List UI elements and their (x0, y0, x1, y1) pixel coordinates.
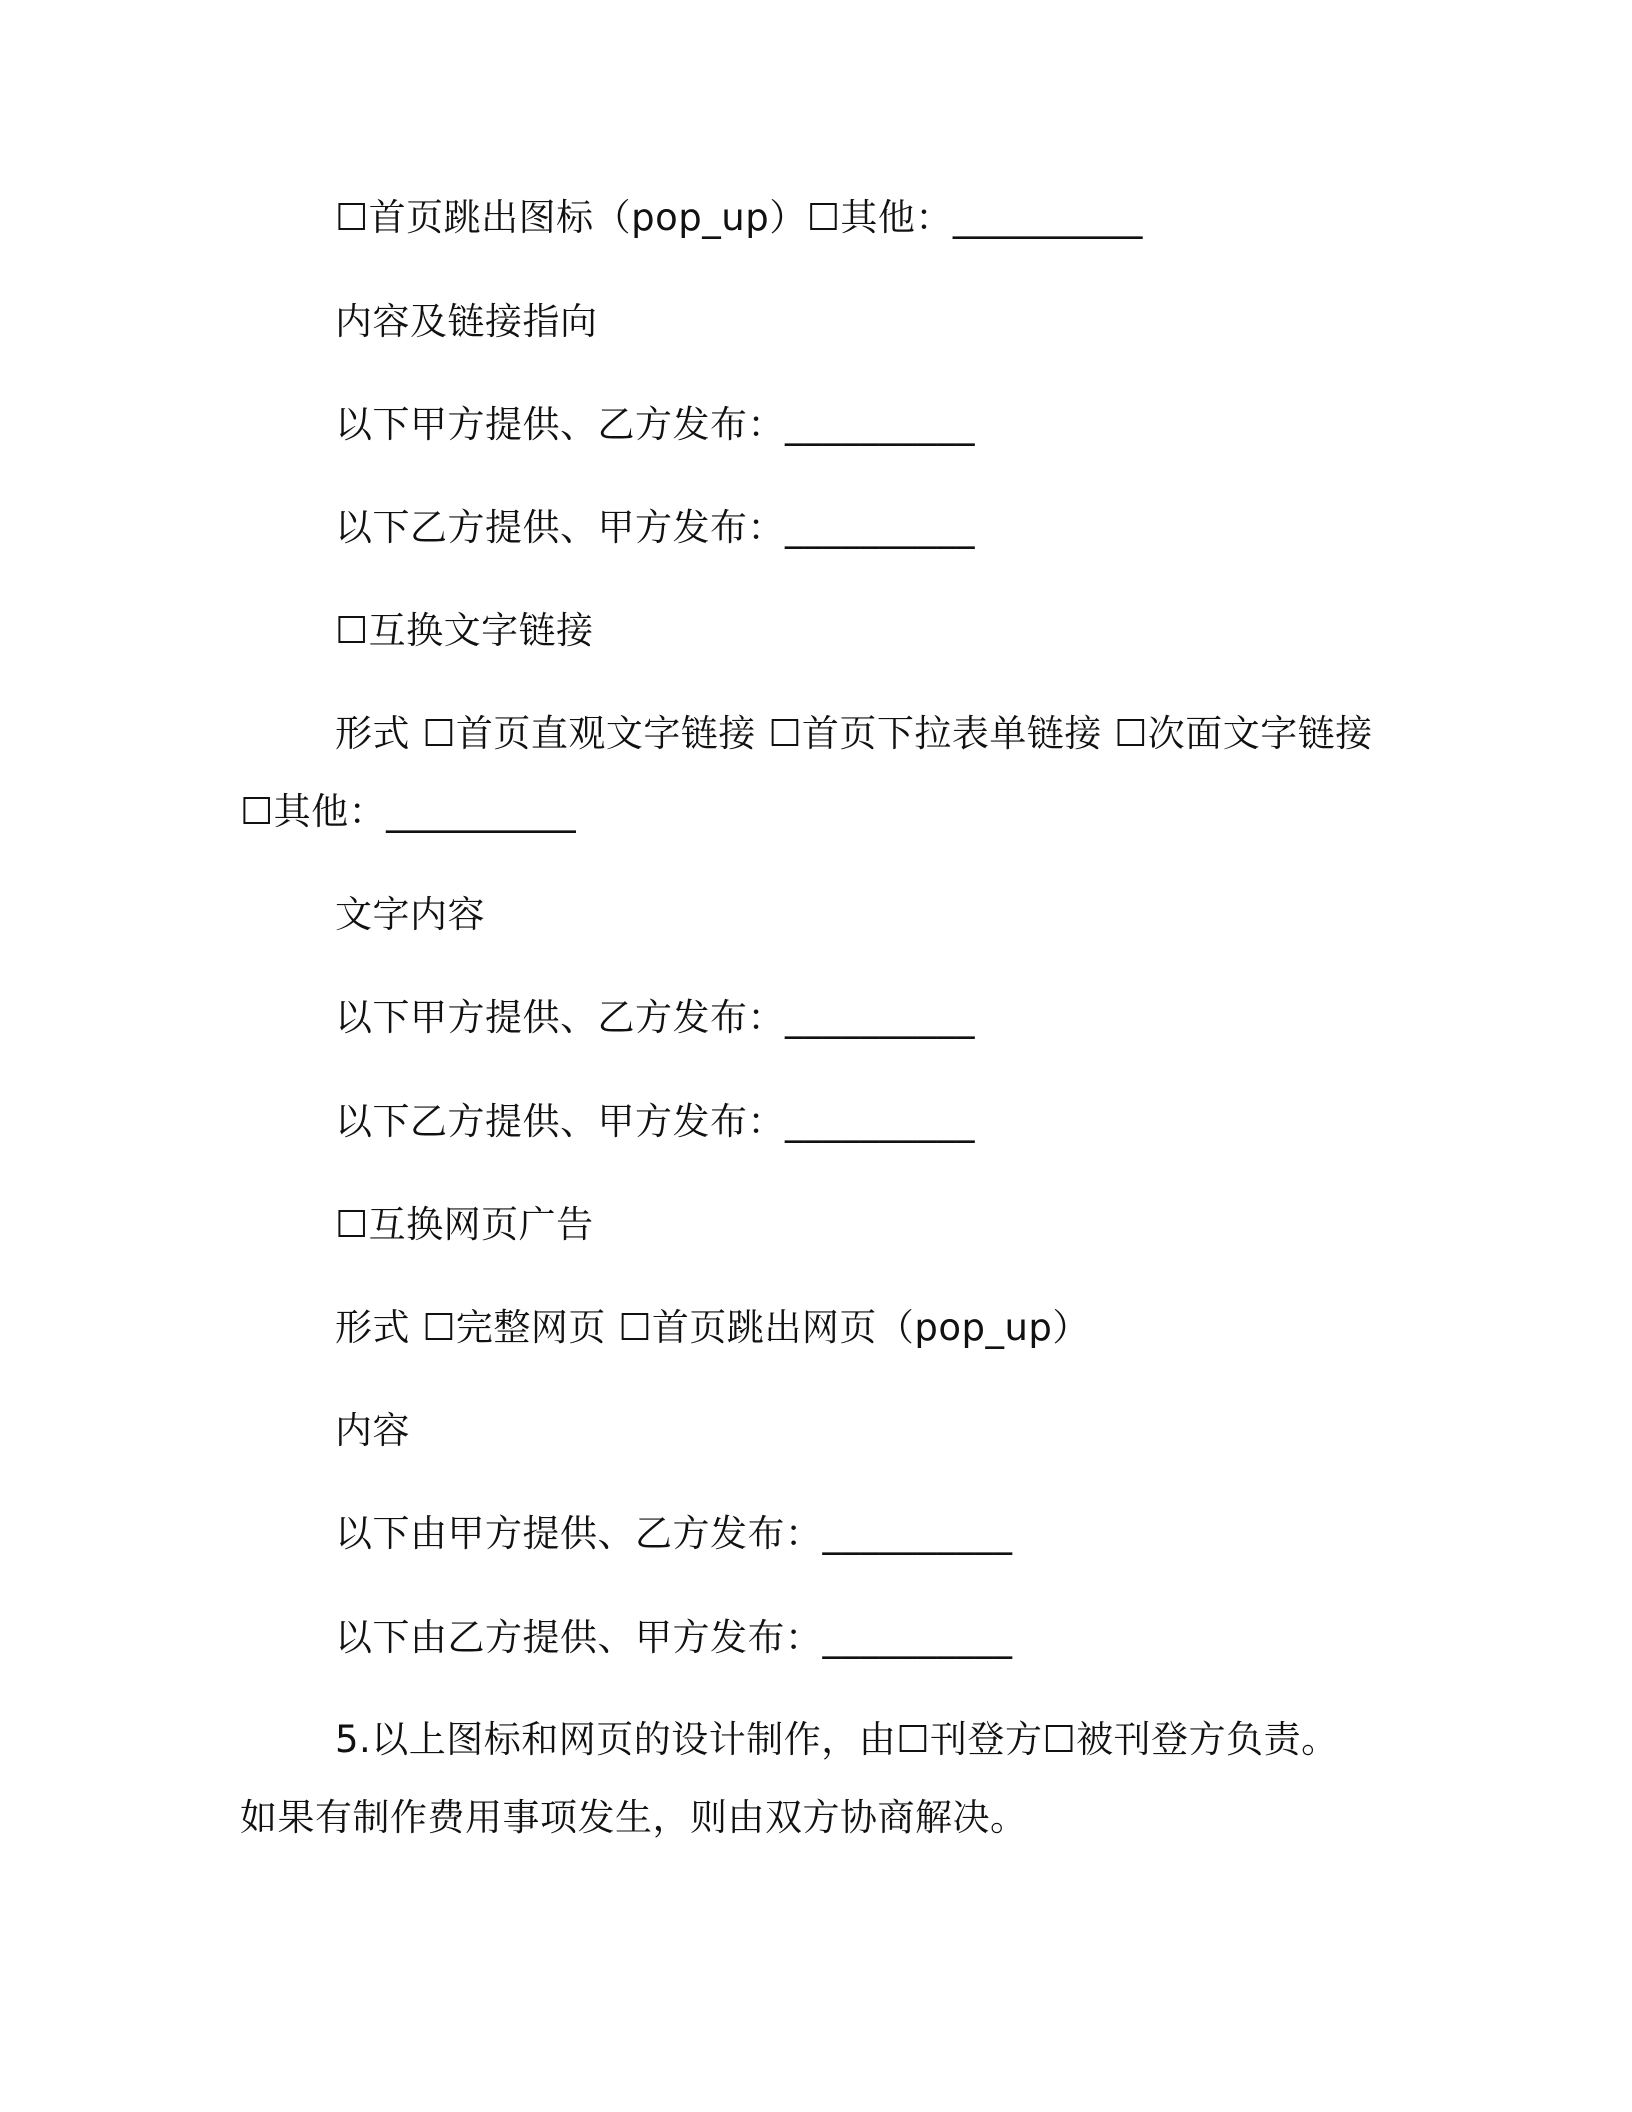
clause-5-paragraph: 5.以上图标和网页的设计制作，由☐刊登方☐被刊登方负责。如果有制作费用事项发生，则由双方协商解决。 (240, 1718, 1339, 1839)
party-a-provides-line: 以下甲方提供、乙方发布：__________ (335, 403, 975, 446)
popup-icon-option-line: ☐首页跳出图标（pop_up）☐其他：__________ (335, 196, 1143, 239)
webpage-ad-format-line: 形式 ☐完整网页 ☐首页跳出网页（pop_up） (335, 1306, 1090, 1349)
text-link-other-line: ☐其他：__________ (240, 790, 577, 833)
text-party-a-provides-line: 以下甲方提供、乙方发布：__________ (335, 996, 975, 1039)
webpage-party-a-provides-line: 以下由甲方提供、乙方发布：__________ (335, 1512, 1013, 1555)
text-content-heading: 文字内容 (335, 893, 485, 936)
content-link-heading: 内容及链接指向 (335, 300, 598, 343)
webpage-ad-exchange-heading: ☐互换网页广告 (335, 1203, 594, 1246)
text-party-b-provides-line: 以下乙方提供、甲方发布：__________ (335, 1100, 975, 1143)
webpage-party-b-provides-line: 以下由乙方提供、甲方发布：__________ (335, 1616, 1013, 1659)
party-b-provides-line: 以下乙方提供、甲方发布：__________ (335, 506, 975, 549)
text-link-exchange-heading: ☐互换文字链接 (335, 609, 594, 652)
text-link-format-line: 形式 ☐首页直观文字链接 ☐首页下拉表单链接 ☐次面文字链接 (335, 712, 1373, 755)
content-heading: 内容 (335, 1409, 410, 1452)
